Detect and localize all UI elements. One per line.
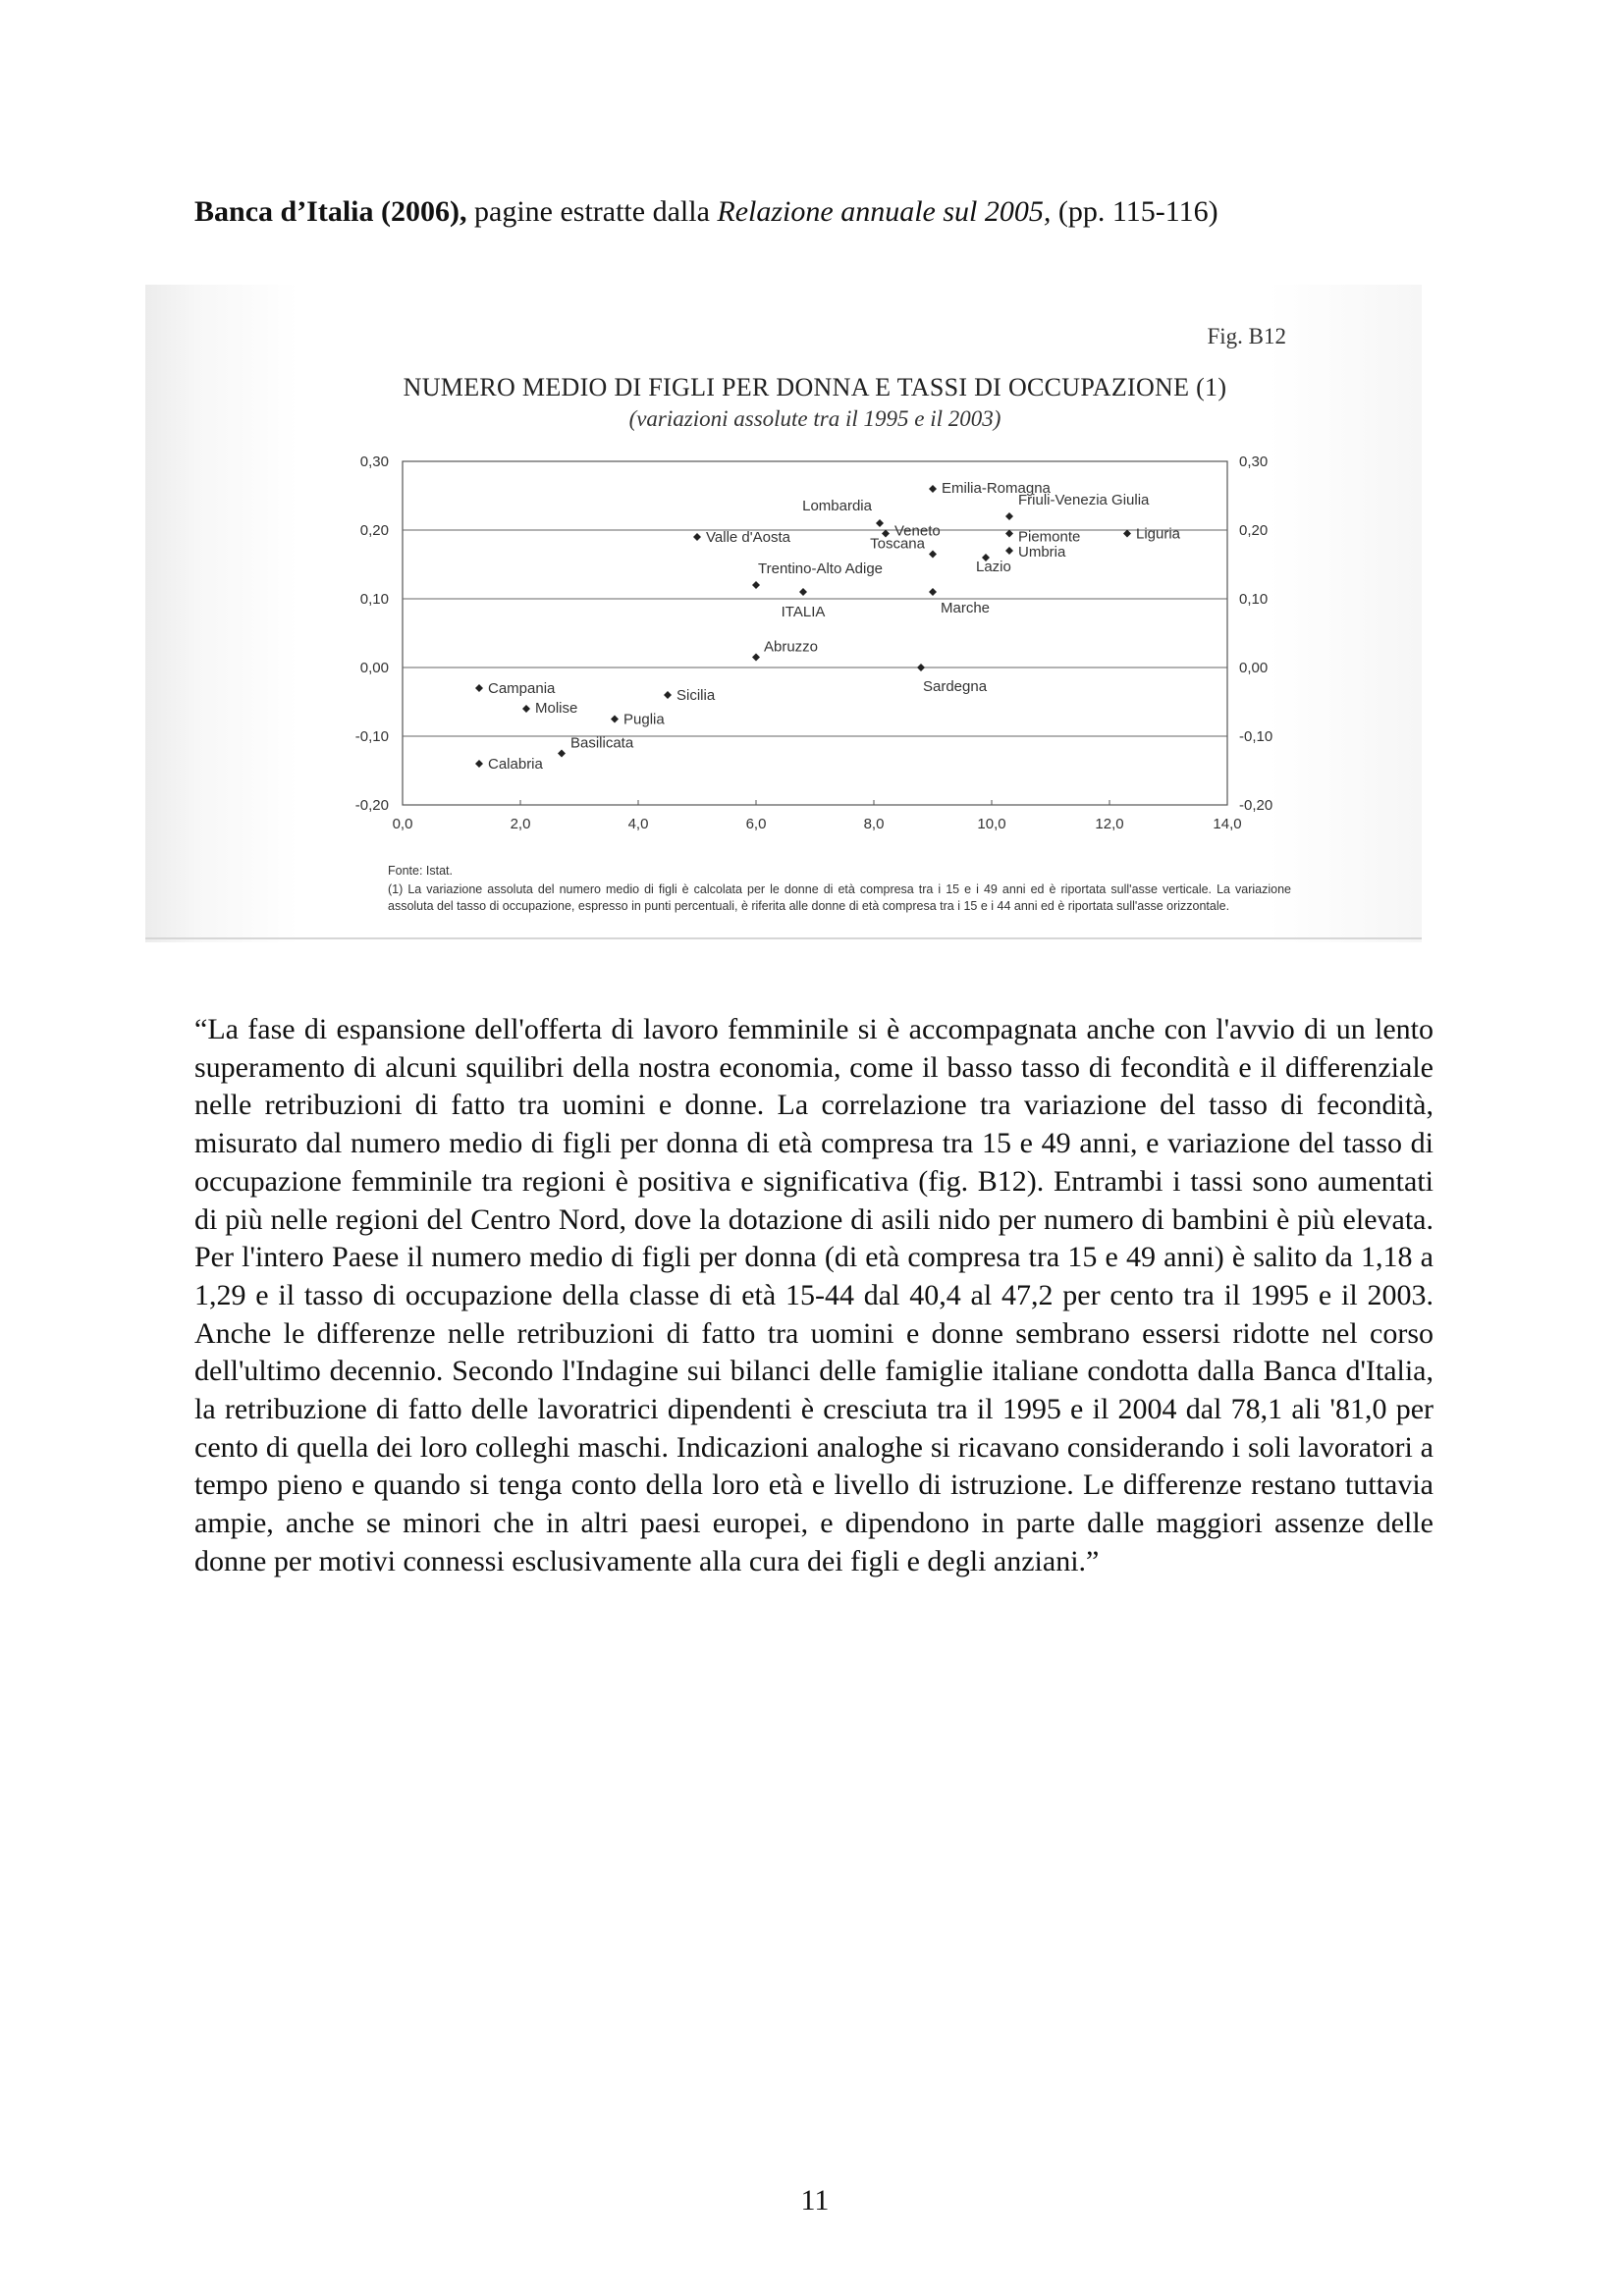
page-number: 11 xyxy=(800,2184,830,2216)
point-trentino-alto-adige xyxy=(752,581,760,589)
point-puglia xyxy=(611,716,619,723)
point-label-basilicata: Basilicata xyxy=(570,734,634,752)
point-lombardia xyxy=(876,519,884,527)
figure-label: Fig. B12 xyxy=(1207,324,1286,348)
point-molise xyxy=(522,705,530,713)
y-tick-label-left: -0,20 xyxy=(354,797,389,814)
y-tick-label-left: 0,30 xyxy=(359,454,389,470)
point-label-veneto: Veneto xyxy=(894,522,941,540)
x-tick-label: 14,0 xyxy=(1213,816,1242,832)
y-tick-label-left: -0,10 xyxy=(354,728,389,745)
y-tick-label-left: 0,00 xyxy=(359,660,389,676)
x-tick-label: 2,0 xyxy=(510,816,531,832)
point-sicilia xyxy=(664,691,672,699)
point-label-abruzzo: Abruzzo xyxy=(764,638,819,656)
point-valle-d-aosta xyxy=(693,533,701,541)
point-label-italia: ITALIA xyxy=(781,604,826,620)
x-tick-label: 10,0 xyxy=(977,816,1006,832)
point-label-calabria: Calabria xyxy=(488,756,543,773)
y-tick-label-right: -0,20 xyxy=(1239,797,1273,814)
figure-note: (1) La variazione assoluta del numero medio di figli è calcolata per le donne di età compresa tra i 15 e i 49 anni ed è riportata sull'asse verticale. La variazione assoluta del tasso di occupazione, espresso in punti percentuali, è riferita alle donne di età compresa tra i 15 e i 44 anni ed è riportata sull'asse orizzontale. xyxy=(388,882,1291,913)
point-toscana xyxy=(929,551,937,559)
figure-source: Fonte: Istat. xyxy=(388,864,454,878)
x-tick-label: 12,0 xyxy=(1095,816,1124,832)
y-tick-label-right: 0,20 xyxy=(1239,522,1269,539)
point-piemonte xyxy=(1005,530,1013,538)
point-label-molise: Molise xyxy=(535,700,578,717)
header-text-1: pagine estratte dalla xyxy=(466,195,718,228)
point-label-sicilia: Sicilia xyxy=(676,687,716,704)
point-calabria xyxy=(475,760,483,768)
point-basilicata xyxy=(558,750,566,758)
point-label-friuli-venezia-giulia: Friuli-Venezia Giulia xyxy=(1018,492,1150,508)
x-tick-label: 0,0 xyxy=(392,816,413,832)
point-abruzzo xyxy=(752,654,760,662)
point-italia xyxy=(799,588,807,596)
y-tick-label-right: 0,10 xyxy=(1239,591,1269,608)
scatter-chart xyxy=(324,432,1306,854)
x-tick-label: 4,0 xyxy=(627,816,649,832)
figure-subtitle: (variazioni assolute tra il 1995 e il 2003) xyxy=(628,406,1001,431)
x-tick-label: 6,0 xyxy=(745,816,767,832)
point-label-trentino-alto-adige: Trentino-Alto Adige xyxy=(758,561,884,577)
point-label-campania: Campania xyxy=(488,680,556,697)
document-header xyxy=(194,192,1432,232)
point-emilia-romagna xyxy=(929,485,937,493)
chart-points xyxy=(475,480,1181,773)
point-label-lazio: Lazio xyxy=(976,559,1011,575)
point-label-piemonte: Piemonte xyxy=(1018,528,1081,546)
point-umbria xyxy=(1005,547,1013,555)
figure-title: NUMERO MEDIO DI FIGLI PER DONNA E TASSI DI OCCUPAZIONE (1) xyxy=(403,373,1227,401)
point-campania xyxy=(475,684,483,692)
point-label-umbria: Umbria xyxy=(1018,544,1066,561)
point-sardegna xyxy=(917,664,925,671)
y-tick-label-right: 0,30 xyxy=(1239,454,1269,470)
header-pages: (pp. 115-116) xyxy=(1051,195,1218,228)
point-label-toscana: Toscana xyxy=(870,535,925,553)
point-label-lombardia: Lombardia xyxy=(802,498,872,514)
point-label-emilia-romagna: Emilia-Romagna xyxy=(942,480,1051,497)
point-marche xyxy=(929,588,937,596)
point-label-liguria: Liguria xyxy=(1136,525,1181,543)
figure-bottom-rule xyxy=(145,937,1422,939)
header-author-year: Banca d’Italia (2006), xyxy=(194,195,467,228)
point-label-sardegna: Sardegna xyxy=(923,678,988,695)
point-label-marche: Marche xyxy=(941,600,991,616)
body-paragraph: “La fase di espansione dell'offerta di lavoro femminile si è accompagnata anche con l'avvio di un lento superamento di alcuni squilibri della nostra economia, come il basso tasso di fecondità e il differenziale nelle retribuzioni di fatto tra uomini e donne. La correlazione tra variazione del tasso di fecondità, misurato dal numero medio di figli per donna di età compresa tra 15 e 49 anni, e variazione del tasso di occupazione femminile tra regioni è positiva e significativa (fig. B12). Entrambi i tassi sono aumentati di più nelle regioni del Centro Nord, dove la dotazione di asili nido per numero di bambini è più elevata. Per l'intero Paese il numero medio di figli per donna (di età compresa tra 15 e 49 anni) è salito da 1,18 a 1,29 e il tasso di occupazione della classe di età 15-44 dal 40,4 al 47,2 per cento tra il 1995 e il 2003. Anche le differenze nelle retribuzioni di fatto tra uomini e donne sembrano essersi ridotte nel corso dell'ultimo decennio. Secondo l'Indagine sui bilanci delle famiglie italiane condotta dalla Banca d'Italia, la retribuzione di fatto delle lavoratrici dipendenti è cresciuta tra il 1995 e il 2004 dal 78,1 ali '81,0 per cento di quella dei loro colleghi maschi. Indicazioni analoghe si ricavano considerando i soli lavoratori a tempo pieno e quando si tenga conto della loro età e livello di istruzione. Le differenze restano tuttavia ampie, anche se minori che in altri paesi europei, e dipendono in parte dalle maggiori assenze delle donne per motivi connessi esclusivamente alla cura dei figli e degli anziani.” xyxy=(194,1013,1434,1577)
y-tick-label-left: 0,20 xyxy=(359,522,389,539)
header-publication-title: Relazione annuale sul 2005, xyxy=(717,195,1052,228)
point-liguria xyxy=(1123,530,1131,538)
y-tick-label-right: 0,00 xyxy=(1239,660,1269,676)
point-friuli-venezia-giulia xyxy=(1005,512,1013,520)
y-tick-label-left: 0,10 xyxy=(359,591,389,608)
point-label-valle-d-aosta: Valle d'Aosta xyxy=(706,529,790,546)
y-tick-label-right: -0,10 xyxy=(1239,728,1273,745)
x-tick-label: 8,0 xyxy=(863,816,885,832)
point-label-puglia: Puglia xyxy=(623,711,665,728)
